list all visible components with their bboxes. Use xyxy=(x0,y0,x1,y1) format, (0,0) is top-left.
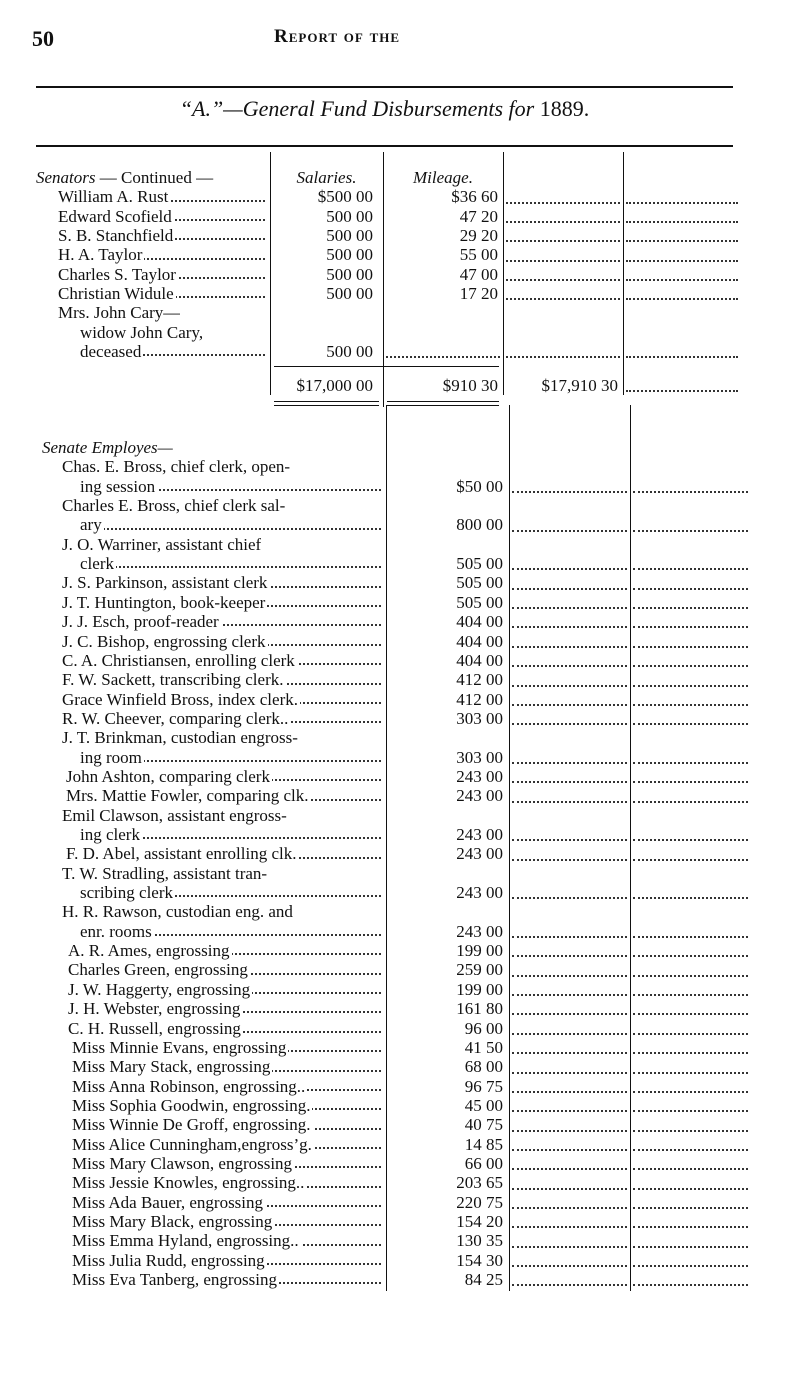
employe-name-text: Miss Jessie Knowles, engrossing.. xyxy=(72,1173,305,1193)
employe-name xyxy=(72,1115,384,1134)
employe-name-text: A. R. Ames, engrossing xyxy=(68,941,230,961)
dot-leader xyxy=(512,980,627,996)
senator-name xyxy=(58,187,268,206)
employe-name-text: C. A. Christiansen, enrolling clerk xyxy=(62,650,295,670)
dot-leader xyxy=(633,670,748,686)
senator-mileage: $36 60 xyxy=(451,187,498,207)
employe-amount: 259 00 xyxy=(456,960,503,980)
column-rule xyxy=(503,152,504,395)
employe-amount: 303 00 xyxy=(456,747,503,767)
senator-name-text: S. B. Stanchfield xyxy=(58,226,174,246)
senator-salary: 500 00 xyxy=(326,284,373,304)
dot-leader xyxy=(633,767,748,783)
employe-name xyxy=(62,670,384,689)
senator-mileage: 47 20 xyxy=(459,206,498,226)
senator-salary: 500 00 xyxy=(326,206,373,226)
dot-leader xyxy=(626,207,738,223)
employe-amount: 243 00 xyxy=(456,766,503,786)
employe-name xyxy=(68,999,384,1018)
dot-leader xyxy=(633,941,748,957)
employe-name xyxy=(72,1154,384,1173)
employe-name xyxy=(72,1077,384,1096)
senator-name xyxy=(58,245,268,264)
employe-name xyxy=(72,1231,384,1250)
senator-name-text: H. A. Taylor xyxy=(58,245,143,265)
column-rule xyxy=(509,405,510,1291)
employe-name: J. T. Brinkman, custodian engross- xyxy=(62,728,298,748)
employe-amount: 84 25 xyxy=(464,1270,503,1290)
employe-name-text: ing session xyxy=(80,476,156,496)
dot-leader xyxy=(512,999,627,1015)
dot-leader xyxy=(512,1231,627,1247)
employe-name xyxy=(66,786,384,805)
employe-amount: 220 75 xyxy=(456,1192,503,1212)
employe-name-text: F. W. Sackett, transcribing clerk. xyxy=(62,670,284,690)
dot-leader xyxy=(633,651,748,667)
dot-leader xyxy=(633,573,748,589)
employe-name-text: C. H. Russell, engrossing xyxy=(68,1018,241,1038)
employe-name: J. O. Warriner, assistant chief xyxy=(62,534,262,554)
dot-leader xyxy=(506,245,620,261)
dot-leader xyxy=(512,1096,627,1112)
employe-name xyxy=(62,573,384,592)
dot-leader xyxy=(633,844,748,860)
dot-leader xyxy=(633,1212,748,1228)
dot-leader xyxy=(633,690,748,706)
senator-name-text: Charles S. Taylor xyxy=(58,264,176,284)
mileage-column-header: Mileage. xyxy=(413,168,473,187)
employe-name-text: ary xyxy=(80,515,102,535)
dot-leader xyxy=(633,1038,748,1054)
employe-name xyxy=(68,1019,384,1038)
employe-name-text: Mrs. Mattie Fowler, comparing clk. xyxy=(66,786,309,806)
title-rule xyxy=(36,145,733,147)
dot-leader xyxy=(506,207,620,223)
dot-leader xyxy=(512,1115,627,1131)
employe-name-text: Miss Eva Tanberg, engrossing xyxy=(72,1270,277,1290)
employe-name xyxy=(68,960,384,979)
dot-leader xyxy=(626,284,738,300)
employe-name xyxy=(72,1212,384,1231)
employe-name xyxy=(80,883,384,902)
dot-leader xyxy=(512,709,627,725)
dot-leader xyxy=(512,1251,627,1267)
dot-leader xyxy=(506,265,620,281)
total-double-rule xyxy=(387,401,499,402)
dot-leader xyxy=(80,528,381,530)
senator-name xyxy=(58,265,268,284)
dot-leader xyxy=(512,651,627,667)
column-rule xyxy=(623,152,624,395)
dot-leader xyxy=(633,1173,748,1189)
senator-name xyxy=(58,207,268,226)
dot-leader xyxy=(633,980,748,996)
column-rule xyxy=(630,405,631,1291)
senators-heading xyxy=(36,168,213,187)
employe-amount: 161 80 xyxy=(456,999,503,1019)
dot-leader xyxy=(506,284,620,300)
employes-heading-label: Senate Employes— xyxy=(42,438,173,457)
employe-name xyxy=(72,1193,384,1212)
column-rule xyxy=(270,152,271,395)
table-title-label: “A.”—General Fund Disbursements for xyxy=(179,96,535,121)
employe-name xyxy=(66,767,384,786)
employes-heading xyxy=(42,438,173,457)
employe-name: T. W. Stradling, assistant tran- xyxy=(62,863,268,883)
dot-leader xyxy=(633,1154,748,1170)
total-double-rule xyxy=(274,405,379,406)
employe-amount: 199 00 xyxy=(456,941,503,961)
employe-name xyxy=(80,515,384,534)
employe-name xyxy=(80,748,384,767)
senators-heading-continued: — Continued — xyxy=(95,168,214,187)
dot-leader xyxy=(633,825,748,841)
employe-name-text: Miss Mary Black, engrossing xyxy=(72,1212,273,1231)
employe-amount: 96 00 xyxy=(464,1018,503,1038)
employe-name-text: scribing clerk xyxy=(80,883,173,903)
salaries-column-header: Salaries. xyxy=(296,168,357,187)
employe-amount: 505 00 xyxy=(456,554,503,574)
employe-amount: 505 00 xyxy=(456,592,503,612)
employe-amount: 800 00 xyxy=(456,515,503,535)
employe-name xyxy=(80,825,384,844)
employe-amount: 203 65 xyxy=(456,1173,503,1193)
senator-mileage: 17 20 xyxy=(459,284,498,304)
employe-name xyxy=(62,632,384,651)
employe-amount: 96 75 xyxy=(464,1076,503,1096)
dot-leader xyxy=(626,245,738,261)
dot-leader xyxy=(633,612,748,628)
employe-amount: 66 00 xyxy=(464,1153,503,1173)
dot-leader xyxy=(633,786,748,802)
dot-leader xyxy=(512,593,627,609)
employe-amount: 243 00 xyxy=(456,921,503,941)
employe-name-text: F. D. Abel, assistant enrolling clk. xyxy=(66,844,297,864)
senator-mileage: 47 00 xyxy=(459,264,498,284)
employe-name: Charles E. Bross, chief clerk sal- xyxy=(62,496,286,516)
senator-salary: 500 00 xyxy=(326,342,373,362)
employe-amount: 41 50 xyxy=(464,1037,503,1057)
dot-leader xyxy=(512,1154,627,1170)
employe-name-text: John Ashton, comparing clerk xyxy=(66,766,270,786)
employe-name xyxy=(72,1038,384,1057)
employe-name-text: ing clerk xyxy=(80,825,140,844)
employe-name xyxy=(62,593,384,612)
dot-leader xyxy=(512,573,627,589)
employe-name xyxy=(72,1135,384,1154)
dot-leader xyxy=(512,632,627,648)
page-header xyxy=(32,26,732,56)
employe-name-text: enr. rooms xyxy=(80,921,152,941)
employe-amount: 505 00 xyxy=(456,573,503,593)
dot-leader xyxy=(512,1019,627,1035)
employe-amount: 68 00 xyxy=(464,1057,503,1077)
employe-name xyxy=(72,1251,384,1270)
top-rule xyxy=(36,86,733,88)
dot-leader xyxy=(633,1077,748,1093)
employe-amount: 45 00 xyxy=(464,1095,503,1115)
employe-amount: 154 30 xyxy=(456,1250,503,1270)
employe-amount: 14 85 xyxy=(464,1134,503,1154)
employe-name-text: Miss Mary Stack, engrossing xyxy=(72,1057,271,1077)
employe-amount: $50 00 xyxy=(456,476,503,496)
employe-name: Chas. E. Bross, chief clerk, open- xyxy=(62,457,291,477)
dot-leader xyxy=(633,748,748,764)
employe-amount: 243 00 xyxy=(456,844,503,864)
total-mileage: $910 30 xyxy=(442,375,498,395)
employe-name xyxy=(68,941,384,960)
dot-leader xyxy=(633,1270,748,1286)
dot-leader xyxy=(512,1193,627,1209)
dot-leader xyxy=(633,1115,748,1131)
employe-name-text: clerk xyxy=(80,554,114,574)
senator-mileage: 55 00 xyxy=(459,245,498,265)
employe-amount: 40 75 xyxy=(464,1115,503,1135)
dot-leader xyxy=(633,1096,748,1112)
senator-salary: 500 00 xyxy=(326,264,373,284)
senators-heading-label: Senators xyxy=(36,168,96,187)
senator-salary: $500 00 xyxy=(317,187,373,207)
dot-leader xyxy=(512,844,627,860)
dot-leader xyxy=(633,477,748,493)
dot-leader xyxy=(626,265,738,281)
dot-leader xyxy=(512,554,627,570)
senator-name-text: Christian Widule xyxy=(58,284,174,304)
employe-name xyxy=(80,477,384,496)
table-title-year: 1889. xyxy=(539,96,590,121)
employe-name-text: Miss Minnie Evans, engrossing xyxy=(72,1037,287,1057)
senator-name-text: William A. Rust xyxy=(58,187,169,207)
dot-leader xyxy=(506,342,620,358)
employe-name xyxy=(72,1096,384,1115)
employe-name-text: R. W. Cheever, comparing clerk.. xyxy=(62,708,289,728)
dot-leader xyxy=(633,632,748,648)
employe-name xyxy=(62,709,384,728)
dot-leader xyxy=(633,709,748,725)
total-double-rule xyxy=(387,405,499,406)
subtotal-rule xyxy=(274,366,499,367)
dot-leader xyxy=(633,593,748,609)
dot-leader xyxy=(512,1077,627,1093)
senator-name xyxy=(58,226,268,245)
employe-name-text: J. W. Haggerty, engrossing xyxy=(68,979,251,999)
employe-amount: 130 35 xyxy=(456,1231,503,1251)
employe-name xyxy=(66,844,384,863)
employe-name xyxy=(62,651,384,670)
senator-salary: 500 00 xyxy=(326,245,373,265)
employe-amount: 199 00 xyxy=(456,979,503,999)
employe-name xyxy=(68,980,384,999)
employe-amount: 243 00 xyxy=(456,883,503,903)
dot-leader xyxy=(633,1231,748,1247)
employe-name xyxy=(62,690,384,709)
employe-name-text: Miss Winnie De Groff, engrossing. xyxy=(72,1115,311,1135)
dot-leader xyxy=(512,690,627,706)
employe-name-text: Miss Anna Robinson, engrossing.. xyxy=(72,1076,306,1096)
column-rule xyxy=(386,405,387,1291)
employe-amount: 243 00 xyxy=(456,786,503,806)
senator-name-text: deceased xyxy=(80,342,142,362)
dot-leader xyxy=(512,515,627,531)
dot-leader xyxy=(633,1251,748,1267)
employe-name-text: ing room xyxy=(80,747,142,767)
employe-name-text: Miss Ada Bauer, engrossing xyxy=(72,1192,264,1212)
employe-name-text: Miss Mary Clawson, engrossing xyxy=(72,1153,293,1173)
dot-leader xyxy=(633,1019,748,1035)
employe-amount: 412 00 xyxy=(456,689,503,709)
dot-leader xyxy=(633,1135,748,1151)
employe-amount: 404 00 xyxy=(456,631,503,651)
employe-name-text: J. C. Bishop, engrossing clerk xyxy=(62,631,266,651)
dot-leader xyxy=(512,1212,627,1228)
dot-leader xyxy=(512,1038,627,1054)
dot-leader xyxy=(512,1173,627,1189)
dot-leader xyxy=(633,515,748,531)
employe-name-text: J. J. Esch, proof-reader xyxy=(62,612,219,632)
dot-leader xyxy=(512,670,627,686)
senator-name: Mrs. John Cary— xyxy=(58,303,181,323)
employe-name xyxy=(72,1270,384,1289)
dot-leader xyxy=(626,342,738,358)
employe-name-text: Miss Sophia Goodwin, engrossing. xyxy=(72,1095,311,1115)
dot-leader xyxy=(633,960,748,976)
dot-leader xyxy=(512,1270,627,1286)
dot-leader xyxy=(512,786,627,802)
total-combined: $17,910 30 xyxy=(541,375,618,395)
dot-leader xyxy=(633,1193,748,1209)
senator-name xyxy=(80,342,268,361)
dot-leader xyxy=(633,554,748,570)
employe-name-text: J. H. Webster, engrossing xyxy=(68,999,241,1019)
dot-leader xyxy=(512,960,627,976)
senator-name: widow John Cary, xyxy=(80,322,204,342)
column-rule xyxy=(383,152,384,407)
employe-name-text: J. S. Parkinson, assistant clerk xyxy=(62,573,268,593)
employe-name: Emil Clawson, assistant engross- xyxy=(62,805,287,825)
page-number: 50 xyxy=(32,26,54,51)
dot-leader xyxy=(633,922,748,938)
employe-amount: 303 00 xyxy=(456,708,503,728)
employe-amount: 404 00 xyxy=(456,650,503,670)
employe-name-text: Miss Alice Cunningham,engross’g. xyxy=(72,1134,312,1154)
employe-name: H. R. Rawson, custodian eng. and xyxy=(62,902,293,922)
dot-leader xyxy=(512,612,627,628)
dot-leader xyxy=(386,342,500,358)
employe-name xyxy=(80,554,384,573)
senator-name-text: Edward Scofield xyxy=(58,206,172,226)
senator-salary: 500 00 xyxy=(326,226,373,246)
dot-leader xyxy=(506,187,620,203)
employe-amount: 412 00 xyxy=(456,670,503,690)
dot-leader xyxy=(626,376,738,392)
dot-leader xyxy=(626,187,738,203)
employe-name-text: J. T. Huntington, book-keeper xyxy=(62,592,266,612)
employe-amount: 404 00 xyxy=(456,612,503,632)
dot-leader xyxy=(512,922,627,938)
dot-leader xyxy=(512,748,627,764)
dot-leader xyxy=(80,566,381,568)
employe-amount: 154 20 xyxy=(456,1212,503,1231)
dot-leader xyxy=(512,1057,627,1073)
dot-leader xyxy=(506,226,620,242)
employe-name xyxy=(62,612,384,631)
employe-name xyxy=(80,922,384,941)
table-title xyxy=(36,96,733,122)
total-double-rule xyxy=(274,401,379,402)
employe-name-text: Grace Winfield Bross, index clerk. xyxy=(62,689,298,709)
dot-leader xyxy=(512,1135,627,1151)
dot-leader xyxy=(512,883,627,899)
dot-leader xyxy=(633,883,748,899)
senator-name xyxy=(58,284,268,303)
dot-leader xyxy=(512,767,627,783)
running-head: Report of the xyxy=(274,26,401,47)
employe-name-text: Miss Julia Rudd, engrossing xyxy=(72,1250,265,1270)
senator-mileage: 29 20 xyxy=(459,226,498,246)
dot-leader xyxy=(512,477,627,493)
dot-leader xyxy=(633,999,748,1015)
dot-leader xyxy=(633,1057,748,1073)
dot-leader xyxy=(626,226,738,242)
dot-leader xyxy=(512,825,627,841)
employe-amount: 243 00 xyxy=(456,825,503,844)
employe-name-text: Charles Green, engrossing xyxy=(68,960,248,980)
employe-name xyxy=(72,1173,384,1192)
dot-leader xyxy=(512,941,627,957)
employe-name xyxy=(72,1057,384,1076)
total-salaries: $17,000 00 xyxy=(296,375,373,395)
employe-name-text: Miss Emma Hyland, engrossing.. xyxy=(72,1231,299,1251)
